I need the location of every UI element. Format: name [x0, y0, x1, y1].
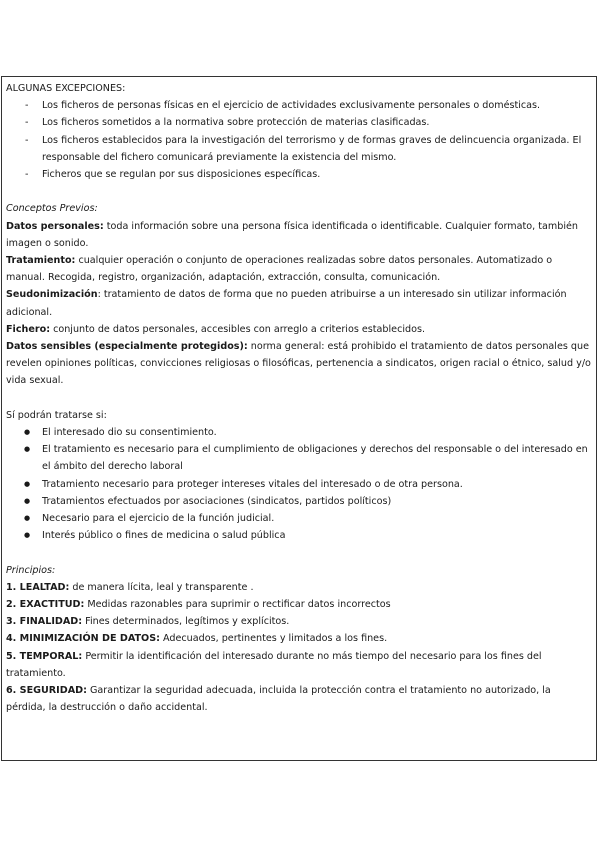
principle-text: Garantizar la seguridad adecuada, incluida la protección contra el tratamiento no autorizado, la pérdida, la destrucción o daño accidental. [6, 685, 551, 714]
principle-item [6, 648, 592, 682]
list-item: ● Necesario para el ejercicio de la función judicial. [6, 510, 592, 527]
concept-term: Seudonimización [6, 289, 98, 301]
concept-term: Datos personales: [6, 220, 104, 232]
principle-text: Adecuados, pertinentes y limitados a los fines. [159, 633, 388, 645]
concepts-heading: Conceptos Previos: [6, 203, 98, 215]
concept-text: conjunto de datos personales, accesibles con arreglo a criterios establecidos. [50, 323, 426, 335]
spacer [6, 544, 592, 561]
concept-text: : tratamiento de datos de forma que no pueden atribuirse a un interesado sin utilizar información adicional. [6, 289, 567, 318]
list-item: - Los ficheros de personas físicas en el ejercicio de actividades exclusivamente personales o domésticas. [6, 97, 592, 114]
principle-text: Permitir la identificación del interesado durante no más tiempo del necesario para los fines del tratamiento. [6, 650, 542, 679]
principle-term: 1. LEALTAD: [6, 581, 70, 593]
concept-term: Tratamiento: [6, 255, 76, 267]
concept-text: norma general: está prohibido el tratamiento de datos personales que revelen opiniones políticas, convicciones religiosas o filosóficas, pertenencia a sindicatos, origen racial o étnico, salud y/o vida sexual. [6, 341, 591, 387]
concept-term: Fichero: [6, 323, 51, 335]
allowed-list [6, 424, 592, 544]
principle-item [6, 596, 592, 613]
concept-item [6, 338, 592, 390]
list-item: ● Tratamiento necesario para proteger intereses vitales del interesado o de otra persona. [6, 476, 592, 493]
principle-text: Medidas razonables para suprimir o rectificar datos incorrectos [84, 599, 391, 611]
list-item: ● Interés público o fines de medicina o salud pública [6, 527, 592, 544]
document-box [1, 76, 597, 761]
spacer [6, 390, 592, 407]
principle-text: Fines determinados, legítimos y explícitos. [82, 616, 290, 628]
exceptions-list [6, 97, 592, 183]
list-item: ● Tratamientos efectuados por asociaciones (sindicatos, partidos políticos) [6, 493, 592, 510]
allowed-heading: Sí podrán tratarse si: [6, 409, 107, 421]
concept-item [6, 252, 592, 286]
principle-item [6, 682, 592, 716]
principle-text: de manera lícita, leal y transparente . [69, 581, 254, 593]
principle-term: 2. EXACTITUD: [6, 599, 85, 611]
principle-term: 3. FINALIDAD: [6, 616, 83, 628]
principle-item [6, 630, 592, 647]
principle-term: 4. MINIMIZACIÓN DE DATOS: [6, 633, 160, 645]
concept-item [6, 286, 592, 320]
principles-heading: Principios: [6, 564, 56, 576]
list-item: - Los ficheros sometidos a la normativa sobre protección de materias clasificadas. [6, 114, 592, 131]
list-item: ● El tratamiento es necesario para el cumplimiento de obligaciones y derechos del responsable o del interesado en el ámbito del derecho laboral [6, 441, 592, 475]
concept-item [6, 218, 592, 252]
exceptions-heading: ALGUNAS EXCEPCIONES: [6, 83, 126, 94]
principle-term: 6. SEGURIDAD: [6, 685, 87, 697]
concept-item [6, 321, 592, 338]
list-item: - Ficheros que se regulan por sus disposiciones específicas. [6, 166, 592, 183]
principle-term: 5. TEMPORAL: [6, 650, 83, 662]
principle-item [6, 579, 592, 596]
principle-item [6, 613, 592, 630]
concept-term: Datos sensibles (especialmente protegidos): [6, 341, 248, 353]
list-item: ● El interesado dio su consentimiento. [6, 424, 592, 441]
concept-text: toda información sobre una persona física identificada o identificable. Cualquier formato, también imagen o sonido. [6, 220, 578, 249]
spacer [6, 183, 592, 200]
concept-text: cualquier operación o conjunto de operaciones realizadas sobre datos personales. Automatizado o manual. Recogida, registro, organización, adaptación, extracción, consulta, comunicación. [6, 255, 553, 284]
list-item: - Los ficheros establecidos para la investigación del terrorismo y de formas graves de delincuencia organizada. El responsable del fichero comunicará previamente la existencia del mismo. [6, 132, 592, 166]
